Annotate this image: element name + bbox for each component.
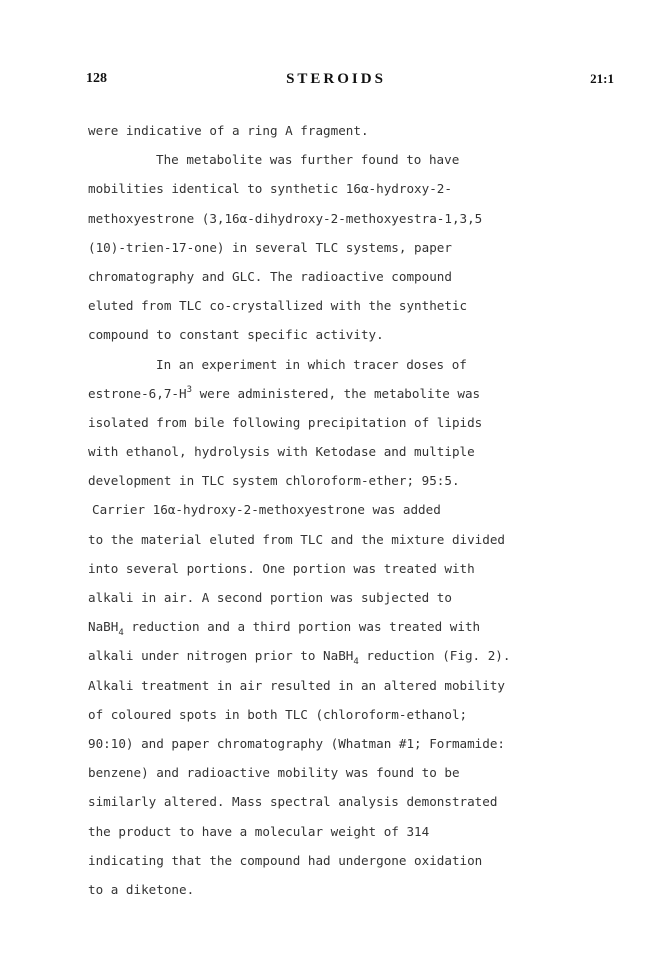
text-line: alkali in air. A second portion was subjected to <box>88 590 452 605</box>
text-line: isolated from bile following precipitation of lipids <box>88 414 483 430</box>
text-line: The metabolite was further found to have <box>156 152 460 168</box>
text-line: 90:10) and paper chromatography (Whatman #1; Formamide: <box>88 735 506 751</box>
text-line: In an experiment in which tracer doses of <box>156 356 467 372</box>
issue-number: 21:1 <box>590 71 614 86</box>
text-line: into several portions. One portion was treated with <box>88 560 475 576</box>
text-line: mobilities identical to synthetic 16α-hydroxy-2- <box>88 181 452 197</box>
text-segment: reduction (Fig. 2). <box>358 648 511 664</box>
text-segment: reduction and a third portion was treated with <box>123 619 481 635</box>
text-line: to a diketone. <box>88 881 195 897</box>
text-line: of coloured spots in both TLC (chloroform-ethanol; <box>88 706 468 722</box>
text-line: to the material eluted from TLC and the mixture divided <box>88 531 506 547</box>
page-number: 128 <box>86 71 107 86</box>
text-line: Alkali treatment in air resulted in an altered mobility <box>88 677 506 693</box>
text-segment: alkali under nitrogen prior to NaBH <box>88 648 354 664</box>
text-line <box>88 641 648 670</box>
text-line: the product to have a molecular weight of 314 <box>88 823 430 839</box>
text-line: benzene) and radioactive mobility was found to be <box>88 765 460 781</box>
text-line: with ethanol, hydrolysis with Ketodase and multiple <box>88 444 475 460</box>
text-line: methoxyestrone (3,16α-dihydroxy-2-methoxyestra-1,3,5 <box>88 210 483 226</box>
text-line: were indicative of a ring A fragment. <box>88 123 369 138</box>
subscript: 4 <box>353 657 359 668</box>
text-segment: NaBH <box>88 619 119 635</box>
text-line: compound to constant specific activity. <box>88 327 384 343</box>
text-line: eluted from TLC co-crystallized with the synthetic <box>88 298 468 314</box>
text-line <box>88 379 648 408</box>
text-line: similarly altered. Mass spectral analysis demonstrated <box>88 794 498 810</box>
journal-title: STEROIDS <box>286 71 386 87</box>
text-line <box>88 612 648 641</box>
text-line: development in TLC system chloroform-ether; 95:5. <box>88 473 460 489</box>
subscript: 4 <box>118 628 124 639</box>
body-text <box>88 116 648 904</box>
superscript: 3 <box>186 384 192 395</box>
page-header <box>0 71 672 91</box>
text-line: indicating that the compound had undergone oxidation <box>88 852 483 868</box>
text-line: chromatography and GLC. The radioactive compound <box>88 268 452 284</box>
text-segment: were administered, the metabolite was <box>192 385 481 401</box>
text-line: (10)-trien-17-one) in several TLC systems, paper <box>88 239 452 255</box>
text-line: Carrier 16α-hydroxy-2-methoxyestrone was added <box>92 502 441 518</box>
text-segment: estrone-6,7-H <box>88 385 187 401</box>
